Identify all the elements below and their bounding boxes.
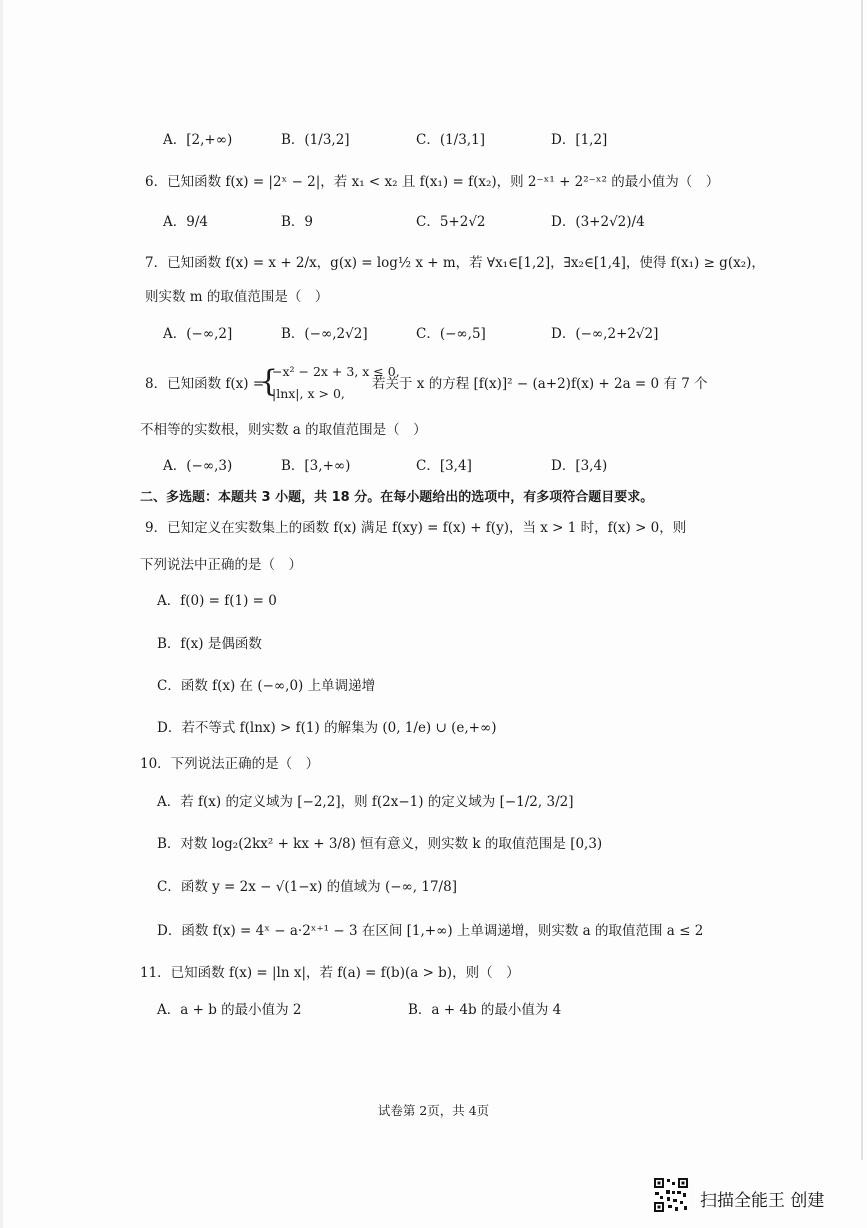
q10-stem: 10．下列说法正确的是（ ） bbox=[140, 756, 320, 772]
q5-option-b: B．(1/3,2] bbox=[281, 132, 350, 148]
page-edge-right bbox=[861, 0, 863, 1160]
page-footer: 试卷第 2页，共 4页 bbox=[377, 1103, 490, 1118]
q9-option-d: D．若不等式 f(lnx) > f(1) 的解集为 (0, 1/e) ∪ (e,+∞) bbox=[157, 720, 497, 736]
q8-brace: { bbox=[259, 364, 279, 399]
qr-code-icon bbox=[653, 1177, 689, 1213]
q8-option-b: B．[3,+∞) bbox=[281, 458, 351, 474]
q6-option-d: D．(3+2√2)/4 bbox=[551, 214, 645, 230]
q7-stem: 7．已知函数 f(x) = x + 2/x，g(x) = log½ x + m，若 ∀x₁∈[1,2]，∃x₂∈[1,4]，使得 f(x₁) ≥ g(x₂)， bbox=[145, 255, 765, 271]
q6-stem: 6．已知函数 f(x) = |2ˣ − 2|，若 x₁ < x₂ 且 f(x₁) = f(x₂)，则 2⁻ˣ¹ + 2²⁻ˣ² 的最小值为（ ） bbox=[145, 174, 720, 190]
q8-case-1: −x² − 2x + 3, x ≤ 0, bbox=[272, 364, 400, 379]
q11-stem: 11．已知函数 f(x) = |ln x|，若 f(a) = f(b)(a > b)，则（ ） bbox=[140, 965, 520, 981]
q8-case-2: |lnx|, x > 0, bbox=[272, 386, 345, 401]
q5-option-c: C．(1/3,1] bbox=[416, 132, 485, 148]
q9-option-c: C．函数 f(x) 在 (−∞,0) 上单调递增 bbox=[157, 678, 376, 694]
q7-option-b: B．(−∞,2√2] bbox=[281, 326, 368, 342]
q8-option-a: A．(−∞,3) bbox=[163, 458, 233, 474]
q8-option-d: D．[3,4) bbox=[551, 458, 608, 474]
q9-option-a: A．f(0) = f(1) = 0 bbox=[157, 593, 277, 609]
q5-option-a: A．[2,+∞) bbox=[163, 132, 233, 148]
q6-option-c: C．5+2√2 bbox=[416, 214, 486, 230]
q6-option-b: B．9 bbox=[281, 214, 314, 230]
q11-option-b: B．a + 4b 的最小值为 4 bbox=[408, 1002, 562, 1018]
section-heading-multiple-choice: 二、多选题：本题共 3 小题，共 18 分。在每小题给出的选项中，有多项符合题目要求。 bbox=[140, 490, 654, 505]
page-edge-left bbox=[0, 0, 3, 1228]
q5-option-d: D．[1,2] bbox=[551, 132, 608, 148]
q8-stem-line2: 不相等的实数根，则实数 a 的取值范围是（ ） bbox=[140, 422, 427, 438]
q8-stem-suffix: 若关于 x 的方程 [f(x)]² − (a+2)f(x) + 2a = 0 有 7 个 bbox=[372, 376, 708, 392]
q7-stem-line2: 则实数 m 的取值范围是（ ） bbox=[145, 289, 329, 305]
q9-stem-line2: 下列说法中正确的是（ ） bbox=[140, 557, 302, 573]
q7-option-c: C．(−∞,5] bbox=[416, 326, 486, 342]
q7-option-a: A．(−∞,2] bbox=[163, 326, 233, 342]
q10-option-b: B．对数 log₂(2kx² + kx + 3/8) 恒有意义，则实数 k 的取值范围是 [0,3) bbox=[157, 836, 603, 852]
q11-option-a: A．a + b 的最小值为 2 bbox=[157, 1002, 302, 1018]
q9-option-b: B．f(x) 是偶函数 bbox=[157, 636, 262, 652]
q8-option-c: C．[3,4] bbox=[416, 458, 472, 474]
q10-option-d: D．函数 f(x) = 4ˣ − a·2ˣ⁺¹ − 3 在区间 [1,+∞) 上单调递增，则实数 a 的取值范围 a ≤ 2 bbox=[157, 923, 704, 939]
q7-option-d: D．(−∞,2+2√2] bbox=[551, 326, 659, 342]
q6-option-a: A．9/4 bbox=[163, 214, 208, 230]
q10-option-c: C．函数 y = 2x − √(1−x) 的值域为 (−∞, 17/8] bbox=[157, 879, 457, 895]
q10-option-a: A．若 f(x) 的定义域为 [−2,2]，则 f(2x−1) 的定义域为 [−1/2, 3/2] bbox=[157, 794, 574, 810]
q8-stem-prefix: 8．已知函数 f(x) = bbox=[145, 376, 265, 392]
q9-stem: 9．已知定义在实数集上的函数 f(x) 满足 f(xy) = f(x) + f(y)，当 x > 1 时，f(x) > 0，则 bbox=[145, 520, 687, 536]
scanner-watermark: 扫描全能王 创建 bbox=[700, 1191, 825, 1211]
